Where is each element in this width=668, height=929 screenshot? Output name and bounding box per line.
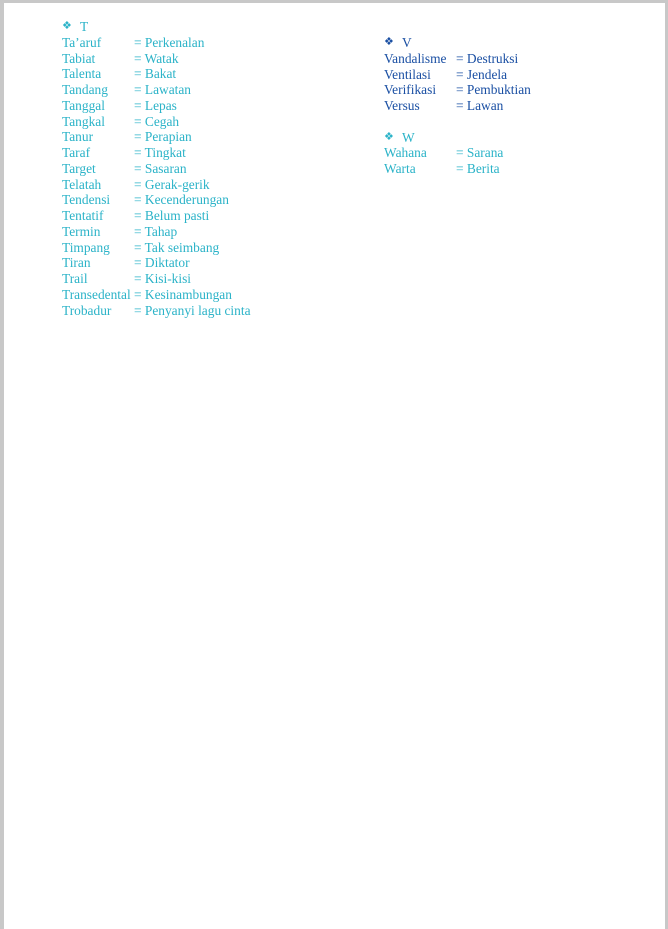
entry-meaning: = Tingkat <box>134 145 186 160</box>
entry-term: Tendensi <box>62 192 111 208</box>
entry-meaning: = Diktator <box>134 255 190 271</box>
entry-term: Tabiat <box>62 50 96 66</box>
section-v-letter: V <box>402 35 412 50</box>
glossary-entry <box>384 98 531 114</box>
section-v <box>384 35 531 114</box>
glossary-entry <box>62 82 251 98</box>
glossary-entry <box>62 114 251 130</box>
entry-meaning: = Sarana <box>456 145 504 161</box>
entry-meaning: = Lepas <box>134 97 177 113</box>
entry-term: Tentatif <box>62 208 104 223</box>
entry-term: Ta’aruf <box>62 34 102 50</box>
entry-term: Verifikasi <box>384 82 437 98</box>
section-t-heading <box>62 19 251 35</box>
entry-term: Tiran <box>62 255 91 271</box>
entry-meaning: = Jendela <box>456 66 508 82</box>
right-column <box>384 35 531 177</box>
glossary-entry <box>62 98 251 114</box>
entry-meaning: = Sasaran <box>134 160 187 176</box>
section-w <box>384 130 531 177</box>
entry-meaning: = Berita <box>456 161 500 176</box>
entry-meaning: = Destruksi <box>456 50 519 66</box>
glossary-entry <box>384 51 531 67</box>
entry-term: Talenta <box>62 66 102 82</box>
entry-meaning: = Perapian <box>134 129 192 145</box>
entry-meaning: = Kecenderungan <box>134 192 229 208</box>
entry-meaning: = Perkenalan <box>134 34 205 50</box>
glossary-entry <box>62 161 251 177</box>
section-w-letter: W <box>402 129 415 145</box>
spacer <box>384 114 531 130</box>
glossary-entry <box>62 66 251 82</box>
entry-term: Tangkal <box>62 113 105 129</box>
entry-term: Telatah <box>62 176 102 192</box>
entry-meaning: = Cegah <box>134 113 180 129</box>
entry-term: Versus <box>384 98 420 113</box>
entry-meaning: = Kesinambungan <box>134 286 232 302</box>
entry-term: Tanur <box>62 129 94 145</box>
entry-term: Transedental <box>62 286 131 302</box>
section-t-letter: T <box>80 19 89 34</box>
entry-meaning: = Tahap <box>134 223 178 239</box>
glossary-entry <box>62 208 251 224</box>
entry-term: Ventilasi <box>384 66 431 82</box>
glossary-entry <box>384 145 531 161</box>
section-w-heading <box>384 130 531 146</box>
entry-meaning: = Bakat <box>134 66 177 82</box>
entry-term: Wahana <box>384 145 427 161</box>
entry-term: Trobadur <box>62 302 112 318</box>
entry-term: Termin <box>62 223 101 239</box>
glossary-entry <box>62 271 251 287</box>
entry-term: Tanggal <box>62 97 105 113</box>
entry-meaning: = Lawatan <box>134 82 191 97</box>
entry-term: Trail <box>62 271 88 286</box>
glossary-entry <box>384 82 531 98</box>
entry-term: Warta <box>384 161 416 176</box>
entry-term: Taraf <box>62 145 91 160</box>
glossary-entry <box>62 287 251 303</box>
entry-meaning: = Tak seimbang <box>134 239 220 255</box>
section-v-list <box>384 51 531 114</box>
glossary-entry <box>62 192 251 208</box>
entry-meaning: = Lawan <box>456 98 504 113</box>
section-v-heading <box>384 35 531 51</box>
glossary-entry <box>62 255 251 271</box>
glossary-entry <box>62 51 251 67</box>
entry-meaning: = Belum pasti <box>134 208 210 223</box>
diamond-bullet-icon: ❖ <box>384 36 394 48</box>
section-t <box>62 19 251 318</box>
section-t-list <box>62 35 251 319</box>
entry-meaning: = Pembuktian <box>456 82 531 98</box>
entry-term: Target <box>62 160 96 176</box>
glossary-entry <box>62 35 251 51</box>
glossary-entry <box>62 129 251 145</box>
glossary-entry <box>62 177 251 193</box>
entry-term: Timpang <box>62 239 110 255</box>
glossary-entry <box>384 161 531 177</box>
section-w-list <box>384 145 531 177</box>
glossary-entry <box>62 303 251 319</box>
entry-meaning: = Penyanyi lagu cinta <box>134 302 251 318</box>
glossary-entry <box>62 224 251 240</box>
diamond-bullet-icon: ❖ <box>384 130 394 143</box>
entry-meaning: = Kisi-kisi <box>134 271 192 286</box>
entry-term: Tandang <box>62 82 108 97</box>
glossary-entry <box>62 240 251 256</box>
entry-term: Vandalisme <box>384 50 447 66</box>
entry-meaning: = Watak <box>134 50 179 66</box>
entry-meaning: = Gerak-gerik <box>134 176 210 192</box>
glossary-entry <box>384 67 531 83</box>
diamond-bullet-icon: ❖ <box>62 20 72 32</box>
glossary-entry <box>62 145 251 161</box>
